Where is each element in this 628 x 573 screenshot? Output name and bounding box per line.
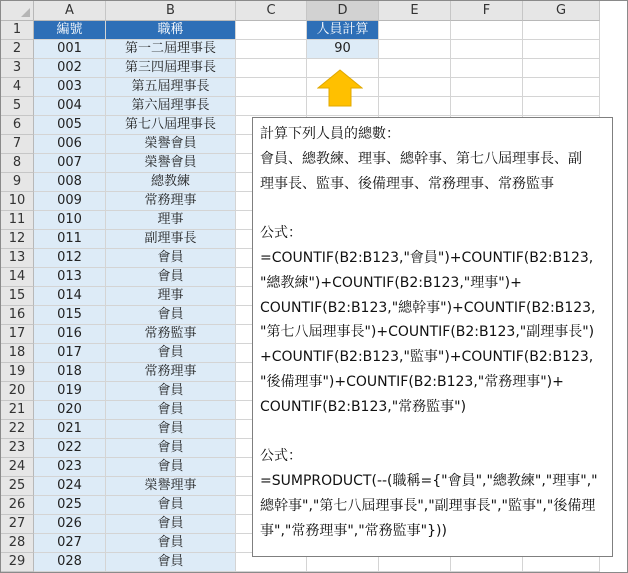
cell-c1[interactable] [236,21,307,40]
cell-f2[interactable] [451,40,523,59]
title-cell[interactable]: 榮譽理事 [106,477,236,496]
column-header-c[interactable]: C [236,1,307,21]
row-header[interactable]: 17 [1,325,34,344]
row-header[interactable]: 29 [1,553,34,572]
annotation-line: 計算下列人員的總數： [260,126,400,142]
title-cell[interactable]: 榮譽會員 [106,154,236,173]
id-cell[interactable]: 015 [34,306,106,325]
annotation-line [260,420,605,445]
row-header[interactable]: 19 [1,363,34,382]
id-cell[interactable]: 023 [34,458,106,477]
cell-f1[interactable] [451,21,523,40]
row-header[interactable]: 27 [1,515,34,534]
row-header[interactable]: 25 [1,477,34,496]
row-header[interactable]: 1 [1,21,34,40]
cell-c2[interactable] [236,40,307,59]
cell-g5[interactable] [523,97,600,116]
header-cell-title[interactable]: 職稱 [106,21,236,40]
title-cell[interactable]: 第三四屆理事長 [106,59,236,78]
id-cell[interactable]: 017 [34,344,106,363]
row-header[interactable]: 11 [1,211,34,230]
title-cell[interactable]: 會員 [106,420,236,439]
row-header[interactable]: 26 [1,496,34,515]
title-cell[interactable]: 常務理事 [106,192,236,211]
annotation-line [260,196,605,221]
id-cell[interactable]: 025 [34,496,106,515]
title-cell[interactable]: 副理事長 [106,230,236,249]
title-cell[interactable]: 第五屆理事長 [106,78,236,97]
title-cell[interactable]: 總教練 [106,173,236,192]
cell-e2[interactable] [379,40,451,59]
title-cell[interactable]: 會員 [106,268,236,287]
column-header-e[interactable]: E [379,1,451,21]
title-cell[interactable]: 會員 [106,249,236,268]
annotation-line: 總幹事","第七八屆理事長","副理事長","監事","後備理 [260,497,596,514]
annotation-line: "第七八屆理事長")+COUNTIF(B2:B123,"副理事長") [260,324,595,341]
id-cell[interactable]: 019 [34,382,106,401]
title-cell[interactable]: 會員 [106,439,236,458]
id-cell[interactable]: 009 [34,192,106,211]
row-header[interactable]: 10 [1,192,34,211]
result-cell[interactable]: 90 [307,40,379,59]
title-cell[interactable]: 第七八屆理事長 [106,116,236,135]
id-cell[interactable]: 027 [34,534,106,553]
row-header[interactable]: 23 [1,439,34,458]
row-header[interactable]: 15 [1,287,34,306]
cell-g3[interactable] [523,59,600,78]
row-header[interactable]: 21 [1,401,34,420]
cell-c5[interactable] [236,97,307,116]
annotation-line: COUNTIF(B2:B123,"常務監事") [260,398,467,415]
title-cell[interactable]: 常務監事 [106,325,236,344]
title-cell[interactable]: 第一二屆理事長 [106,40,236,59]
row-header[interactable]: 7 [1,135,34,154]
cell-c4[interactable] [236,78,307,97]
title-cell[interactable]: 會員 [106,458,236,477]
id-cell[interactable]: 026 [34,515,106,534]
annotation-line: 會員、總教練、理事、總幹事、第七八屆理事長、副 [260,150,582,167]
row-header[interactable]: 8 [1,154,34,173]
row-header[interactable]: 22 [1,420,34,439]
id-cell[interactable]: 011 [34,230,106,249]
row-header[interactable]: 5 [1,97,34,116]
header-cell-count[interactable]: 人員計算 [307,21,379,40]
annotation-line: 事","常務理事","常務監事"})) [260,522,447,539]
cell-g1[interactable] [523,21,600,40]
title-cell[interactable]: 第六屆理事長 [106,97,236,116]
id-cell[interactable]: 005 [34,116,106,135]
row-header[interactable]: 18 [1,344,34,363]
annotation-line: 公式： [260,225,302,242]
title-cell[interactable]: 會員 [106,382,236,401]
annotation-line: "總教練")+COUNTIF(B2:B123,"理事")+ [260,274,522,291]
cell-c3[interactable] [236,59,307,78]
id-cell[interactable]: 021 [34,420,106,439]
annotation-line: 理事長、監事、後備理事、常務理事、常務監事 [260,175,554,192]
header-cell-id[interactable]: 編號 [34,21,106,40]
id-cell[interactable]: 012 [34,249,106,268]
id-cell[interactable]: 002 [34,59,106,78]
cell-e3[interactable] [379,59,451,78]
id-cell[interactable]: 014 [34,287,106,306]
select-all-triangle-icon [21,8,30,17]
id-cell[interactable]: 028 [34,553,106,572]
annotation-line: =SUMPRODUCT(--(職稱={"會員","總教練","理事"," [260,473,598,490]
column-header-g[interactable]: G [523,1,600,21]
row-header[interactable]: 16 [1,306,34,325]
row-header[interactable]: 3 [1,59,34,78]
cell-g4[interactable] [523,78,600,97]
cell-f3[interactable] [451,59,523,78]
cell-f5[interactable] [451,97,523,116]
annotation-line: =COUNTIF(B2:B123,"會員")+COUNTIF(B2:B123, [260,249,594,266]
row-header[interactable]: 28 [1,534,34,553]
cell-g2[interactable] [523,40,600,59]
annotation-line: COUNTIF(B2:B123,"總幹事")+COUNTIF(B2:B123, [260,299,596,316]
select-all-corner[interactable] [1,1,34,21]
title-cell[interactable]: 會員 [106,496,236,515]
row-header[interactable]: 9 [1,173,34,192]
row-header[interactable]: 6 [1,116,34,135]
title-cell[interactable]: 會員 [106,534,236,553]
column-header-f[interactable]: F [451,1,523,21]
column-header-b[interactable]: B [106,1,236,21]
title-cell[interactable]: 榮譽會員 [106,135,236,154]
id-cell[interactable]: 003 [34,78,106,97]
title-cell[interactable]: 常務理事 [106,363,236,382]
id-cell[interactable]: 001 [34,40,106,59]
annotation-line: +COUNTIF(B2:B123,"監事")+COUNTIF(B2:B123, [260,349,594,366]
cell-e4[interactable] [379,78,451,97]
id-cell[interactable]: 020 [34,401,106,420]
row-header[interactable]: 4 [1,78,34,97]
row-header[interactable]: 12 [1,230,34,249]
id-cell[interactable]: 016 [34,325,106,344]
id-cell[interactable]: 013 [34,268,106,287]
row-header[interactable]: 14 [1,268,34,287]
id-cell[interactable]: 007 [34,154,106,173]
cell-f4[interactable] [451,78,523,97]
title-cell[interactable]: 會員 [106,553,236,572]
row-header[interactable]: 20 [1,382,34,401]
title-cell[interactable]: 理事 [106,211,236,230]
up-arrow-icon [317,69,363,107]
column-header-a[interactable]: A [34,1,106,21]
title-cell[interactable]: 理事 [106,287,236,306]
id-cell[interactable]: 024 [34,477,106,496]
id-cell[interactable]: 006 [34,135,106,154]
row-header[interactable]: 24 [1,458,34,477]
title-cell[interactable]: 會員 [106,515,236,534]
id-cell[interactable]: 010 [34,211,106,230]
row-header[interactable]: 13 [1,249,34,268]
id-cell[interactable]: 022 [34,439,106,458]
annotation-textbox[interactable] [252,117,613,557]
id-cell[interactable]: 008 [34,173,106,192]
title-cell[interactable]: 會員 [106,344,236,363]
annotation-line: "後備理事")+COUNTIF(B2:B123,"常務理事")+ [260,373,564,390]
id-cell[interactable]: 018 [34,363,106,382]
annotation-line: 公式： [260,448,302,465]
row-header[interactable]: 2 [1,40,34,59]
title-cell[interactable]: 會員 [106,306,236,325]
column-header-d[interactable]: D [307,1,379,21]
cell-e1[interactable] [379,21,451,40]
cell-e5[interactable] [379,97,451,116]
id-cell[interactable]: 004 [34,97,106,116]
title-cell[interactable]: 會員 [106,401,236,420]
